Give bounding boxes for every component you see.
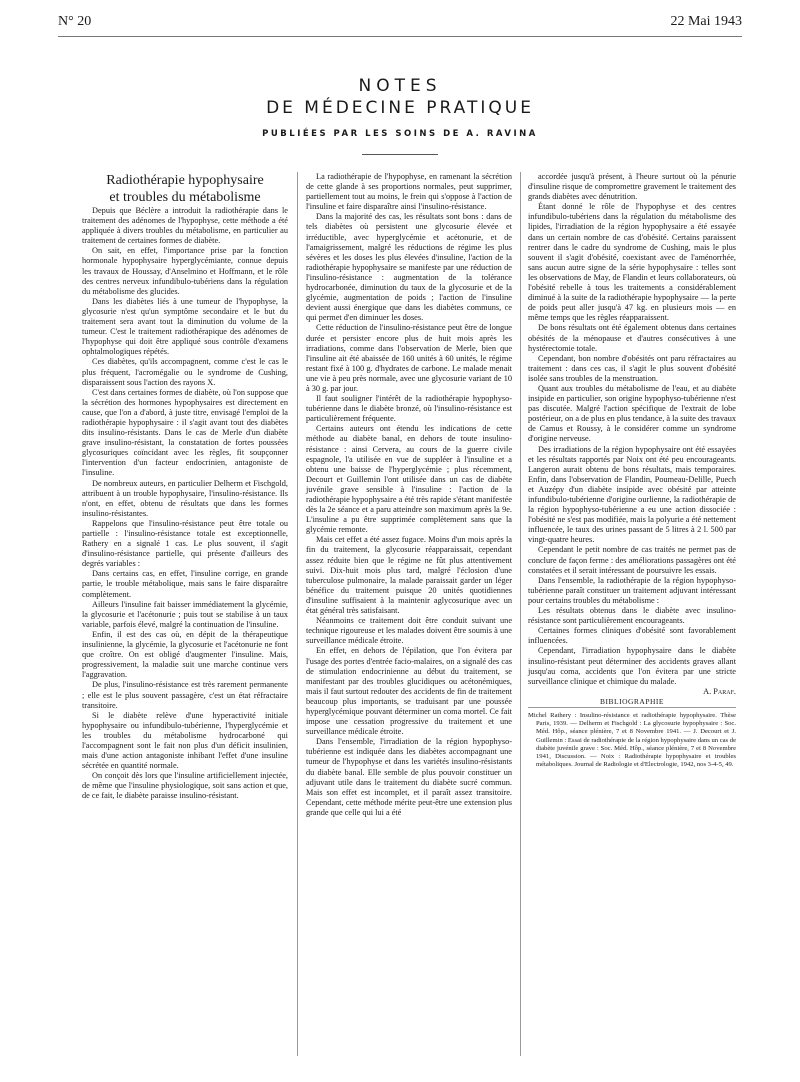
paragraph: Certains auteurs ont étendu les indications de cette méthode au diabète banal, en dehors de toute insulino-résistance : ainsi Cervera, au cours de la guerre civile espagnole, l'a utilisée en vue de suppléer à l'insuline et a obtenu une baisse de l'hyperglycémie ; plus récemment, Decourt et Guillemin l'ont utilisée dans un cas de diabète juvénile grave sensible à l'insuline : l'action de la radiothérapie hypophysaire a été très rapide s'étant manifestée dès la 2e séance et a paru atteindre son maximum après la 9e. L'insuline a pu être supprimée complètement sans que la glycémie remonte. [306,424,512,535]
column-1 [82,172,288,802]
article-title-line2: et troubles du métabolisme [109,190,261,205]
column-2-body [306,172,512,818]
paragraph: Ailleurs l'insuline fait baisser immédiatement la glycémie, la glycosurie et l'acétonurie ; puis tout se stabilise à un taux variable, parfois élevé, malgré la continuation de l'insuline. [82,599,288,629]
paragraph: Enfin, il est des cas où, en dépit de la thérapeutique insulinienne, la glycémie, la glycosurie et l'acétonurie ne font que croître. On est obligé d'augmenter l'insuline. Mais, progressivement, la maladie suit une marche continue vers l'aggravation. [82,629,288,680]
paragraph: Quant aux troubles du métabolisme de l'eau, et au diabète insipide en particulier, son origine hypophyso-tubérienne n'est pas discutée. Malgré l'action spécifique de l'extrait de lobe postérieur, on a de plus en plus tendance, à la suite des travaux de Camus et Roussy, à le considérer comme un syndrome d'origine nerveuse. [528,383,736,444]
article-title [82,172,288,206]
paragraph: Dans l'ensemble, l'irradiation de la région hypophyso-tubérienne est indiquée dans les diabètes accompagnant une tumeur de l'hypophyse et dans les variétés insulino-résistants du diabète banal. Elle semble de plus pouvoir constituer un adjuvant utile dans le traitement du diabète sucré commun. Mais son effet est incomplet, et il paraît assez transitoire. Cependant, cette méthode mérite peut-être une extension plus grande que celle qui lui a été [306,737,512,817]
paragraph: En effet, en dehors de l'épilation, que l'on évitera par l'usage des portes d'entrée facio-malaires, on a signalé des cas de stimulation endocrinienne au début du traitement, se manifestant par des troubles glucidiques ou acétonémiques, mais il faut surtout redouter des accidents de fin de traitement beaucoup plus importants, se traduisant par une poussée hyperglycémique pouvant déterminer un coma mortel. Ce fait impose une cessation progressive du traitement et une surveillance médicale étroite. [306,646,512,737]
paragraph: Dans les diabètes liés à une tumeur de l'hypophyse, la glycosurie n'est qu'un symptôme secondaire et le but du traitement sera avant tout la diminution du volume de la tumeur. C'est le traitement radiothérapique des adénomes de l'hypophyse qui doit être appliqué sous contrôle d'examens ophtalmologiques répétés. [82,296,288,357]
paragraph: La radiothérapie de l'hypophyse, en ramenant la sécrétion de cette glande à ses proportions normales, peut supprimer, partiellement tout au moins, le frein qui s'oppose à l'action de l'insuline et faire disparaître ainsi l'insulino-résistance. [306,172,512,212]
paragraph: Néanmoins ce traitement doit être conduit suivant une technique rigoureuse et les malades doivent être soumis à une surveillance médicale étroite. [306,616,512,646]
paragraph: Cette réduction de l'insulino-résistance peut être de longue durée et persister encore plus de huit mois après les irradiations, comme dans l'observation de Merle, bien que l'insuline ait été abaissée de 160 unités à 60 unités, le régime restant fixé à 100 g. d'hydrates de carbone. Le malade menait une vie à peu près normale, avec une glycosurie variant de 10 à 30 g. par jour. [306,323,512,393]
column-3 [528,172,736,769]
issue-date: 22 Mai 1943 [670,14,742,29]
paragraph: Il faut souligner l'intérêt de la radiothérapie hypophyso-tubérienne dans le diabète bronzé, où l'insulino-résistance est particulièrement fréquente. [306,394,512,424]
paragraph: Ces diabètes, qu'ils accompagnent, comme c'est le cas le plus fréquent, l'acromégalie ou le syndrome de Cushing, disparaissent sous l'action des rayons X. [82,357,288,387]
bibliography-title: BIBLIOGRAPHIE [600,696,664,706]
paragraph: Dans la majorité des cas, les résultats sont bons : dans de tels diabètes où persistent une glycosurie élevée et irréductible, avec hyperglycémie et acétonurie, et de l'amaigrissement, malgré les réductions de régime les plus sévères et les doses les plus élevées d'insuline, l'action de la radiothérapie hypophysaire se manifeste par une réduction de l'insulino-résistance : augmentation de la tolérance hydrocarbonée, diminution du taux de la glycosurie et de la glycémie, augmentation de poids ; l'action de l'insuline devient aussi énergique que dans les diabètes communs, ce qui permet d'en diminuer les doses. [306,212,512,323]
masthead-rule [362,154,438,155]
paragraph: Dans certains cas, en effet, l'insuline corrige, en grande partie, le trouble métabolique, mais sans le faire disparaître complètement. [82,569,288,599]
paragraph: accordée jusqu'à présent, à l'heure surtout où la pénurie d'insuline risque de compromettre gravement le traitement des grands diabètes avec dénutrition. [528,172,736,202]
header-rule [58,36,742,37]
paragraph: Depuis que Béclère a introduit la radiothérapie dans le traitement des adénomes de l'hypophyse, cette méthode a été appliquée à divers troubles du métabolisme, en particulier au traitement de certaines formes de diabète. [82,206,288,246]
masthead-line1: NOTES [358,76,442,96]
column-3-body [528,172,736,687]
paragraph: De nombreux auteurs, en particulier Delherm et Fischgold, attribuent à un trouble hypophysaire, l'insulino-résistance. Ils n'ont, en effet, obtenu de résultats que dans les formes insulino-résistantes. [82,478,288,518]
bibliography-box [528,707,736,769]
article-title-line1: Radiothérapie hypophysaire [106,173,264,188]
paragraph: Cependant, l'irradiation hypophysaire dans le diabète insulino-résistant peut déterminer des accidents graves allant jusqu'au coma, accidents que l'on évitera par une stricte surveillance clinique et chimique du malade. [528,646,736,686]
issue-number: N° 20 [58,14,92,29]
masthead-line2: DE MÉDECINE PRATIQUE [266,98,534,118]
paragraph: On conçoit dès lors que l'insuline artificiellement injectée, de même que l'insuline physiologique, soit sans action et que, de ce fait, le diabète paraisse insulino-résistant. [82,771,288,801]
paragraph: Dans l'ensemble, la radiothérapie de la région hypophyso-tubérienne paraît constituer un traitement adjuvant intéressant pour certains troubles du métabolisme : [528,575,736,605]
paragraph: Étant donné le rôle de l'hypophyse et des centres infundibulo-tubériens dans la régulation du métabolisme des lipides, l'irradiation de la région hypophysaire a été essayée dans un certain nombre de cas d'obésité. Certains paraissent rentrer dans le cadre du syndrome de Cushing, mais le plus souvent il s'agit d'obésité, coexistant avec de l'aménorrhée, sans aucun autre signe de la série hypophysaire : telles sont les observations de May, de Flandin et leurs collaborateurs, où l'obésité rebelle à tous les traitements a considérablement diminué à la suite de la radiothérapie hypophysaire — la perte de poids peut aller jusqu'à 47 kg. en plusieurs mois — en même temps que les règles réapparaissent. [528,202,736,323]
paragraph: C'est dans certaines formes de diabète, où l'on suppose que la sécrétion des hormones hypophysaires est directement en cause, que l'on a d'abord, à juste titre, envisagé l'emploi de la radiothérapie hypophysaire : il s'agit avant tout des diabètes dits insulino-résistants. Dans le cas de Merle d'un diabète grave insulino-résistant, la constatation de fortes poussées glycosuriques coïncidant avec les règles, fit soupçonner l'intervention d'un facteur endocrinien, antagoniste de l'insuline. [82,387,288,478]
paragraph: Certaines formes cliniques d'obésité sont favorablement influencées. [528,626,736,646]
paragraph: Si le diabète relève d'une hyperactivité initiale hypophysaire ou infundibulo-tubérienne, l'hyperglycémie et les troubles du métabolisme hydrocarboné qui l'accompagnent sont le fait non plus d'un déficit insulinien, mais d'une action antagoniste inhibant l'effet d'une insuline sécrétée en quantité normale. [82,710,288,771]
paragraph: De plus, l'insulino-résistance est très rarement permanente ; elle est le plus souvent passagère, c'est un état réfractaire transitoire. [82,680,288,710]
paragraph: Mais cet effet a été assez fugace. Moins d'un mois après la fin du traitement, la glycosurie réapparaissait, cependant assez réduite bien que le régime ne fût plus attentivement suivi. Dix-huit mois plus tard, malgré l'éclosion d'une tuberculose pulmonaire, la malade paraissait garder un léger bénéfice du traitement puisque 20 unités quotidiennes d'insuline suffisaient à la maintenir aglycosurique avec un état général très satisfaisant. [306,535,512,616]
paragraph: Des irradiations de la région hypophysaire ont été essayées et les résultats rapportés par Noix ont été peu encourageants. Langeron aurait obtenu de bons résultats, mais temporaires. Enfin, dans l'observation de Flandin, Poumeau-Delille, Puech et Auzépy d'un diabète insipide avec obésité par atteinte infundibulo-tubérienne d'origine ourlienne, la radiothérapie de la région hypophyso-tubérienne a eu une action dissociée : l'obésité ne s'est pas modifiée, mais la polyurie a été nettement influencée, le taux des urines passant de 5 litres à 2 l. 500 par vingt-quatre heures. [528,444,736,545]
column-1-body [82,206,288,802]
masthead-line3: PUBLIÉES PAR LES SOINS DE A. RAVINA [262,129,538,139]
paragraph: On sait, en effet, l'importance prise par la fonction hormonale hypophysaire hyperglycémiante, connue depuis les travaux de Houssay, d'Anselmino et Hoffmann, et le rôle des centres nerveux infundibulo-tubériens dans la régulation du métabolisme des glucides. [82,246,288,296]
paragraph: Rappelons que l'insulino-résistance peut être totale ou partielle : l'insulino-résistance totale est exceptionnelle, Rathery en a signalé 1 cas. Le plus souvent, il s'agit d'insulino-résistance partielle, qui présente d'ailleurs des degrés variables : [82,518,288,569]
column-2 [306,172,512,818]
author-signature: A. Paraf. [703,686,736,696]
paragraph: De bons résultats ont été également obtenus dans certaines obésités de la ménopause et d'autres consécutives à une hystérectomie totale. [528,323,736,353]
paragraph: Les résultats obtenus dans le diabète avec insulino-résistance sont particulièrement encourageants. [528,606,736,626]
column-divider-2 [520,172,521,1056]
paragraph: Cependant, bon nombre d'obésités ont paru réfractaires au traitement : dans ces cas, il s'agit le plus souvent d'obésité isolée sans troubles de la menstruation. [528,353,736,383]
bibliography-text: Michel Rathery : Insulino-résistance et radiothérapie hypophysaire. Thèse Paris, 1939. — Delherm et Fischgold : La glycosurie hypophysaire : Soc. Méd. Hôp., séance plénière, 7 et 8 Novembre 1941. — J. Decourt et J. Guillemin : Essai de radiothérapie de la région hypophysaire dans un cas de diabète juvénile grave : Soc. Méd. Hôp., séance plénière, 7 et 8 Novembre 1941, Discussion. — Noix : Radiothérapie hypophysaire et troubles métaboliques. Journal de Radiologie et d'Electrologie, 1942, nos 3-4-5, 49. [528,711,736,769]
column-divider-1 [297,172,298,1056]
paragraph: Cependant le petit nombre de cas traités ne permet pas de conclure de façon ferme : des améliorations passagères ont été constatées et il serait intéressant de poursuivre les essais. [528,545,736,575]
